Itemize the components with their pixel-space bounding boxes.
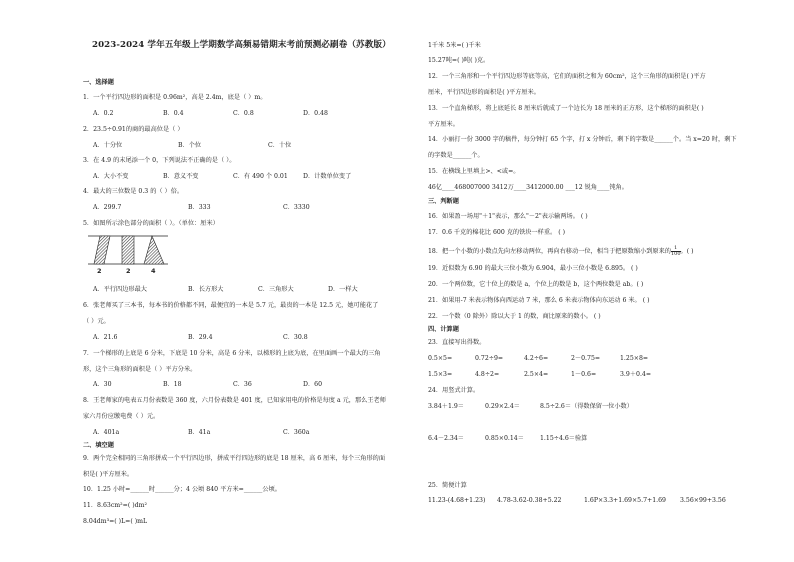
- q8-option-b: B．41a: [188, 429, 211, 436]
- vertical-1-2: 0.29×2.4＝: [485, 403, 520, 410]
- q3-option-d: D．计数单位变了: [303, 173, 352, 180]
- question-7-line1: 7．一个梯形的上底是 6 分米，下底是 10 分米，高是 6 分米，以梯形的上底为底，在里面画一个最大的三角: [83, 350, 381, 357]
- question-12-line2: 厘米，平行四边形的面积是( )平方厘米。: [428, 89, 540, 96]
- q3-option-a: A．大小不变: [93, 173, 129, 180]
- question-16: 16．如果盈一场用"＋1"表示，那么"－2"表示输两场。 ( ): [428, 213, 588, 220]
- q7-option-a: A．30: [93, 381, 112, 388]
- question-19: 19．近似数为 6.90 的最大三位小数为 6.904，最小三位小数是 6.895。 ( ): [428, 265, 638, 272]
- calc-1-2: 0.72÷9=: [475, 355, 504, 362]
- question-18-tail: 。( ): [680, 248, 694, 255]
- q3-option-b: B．意义不变: [163, 173, 199, 180]
- question-13-line2: 平方厘米。: [428, 121, 459, 128]
- question-20: 20．一个两位数，它十位上的数是 a，个位上的数是 b，这个两位数是 ab。( ): [428, 281, 644, 288]
- q1-option-a: A．0.2: [93, 110, 114, 117]
- exam-title: 2023-2024 学年五年级上学期数学高频易错期末考前预测必刷卷（苏教版）: [92, 40, 391, 50]
- question-15: 15．在横线上里填上>、<或=。: [428, 168, 520, 175]
- q4-option-b: B．333: [188, 204, 211, 211]
- question-18: [428, 246, 694, 257]
- question-11: 11．8.63cm²=( )dm²: [83, 502, 147, 509]
- q4-option-c: C．3330: [283, 204, 310, 211]
- fraction-denominator: 100: [671, 251, 681, 257]
- q5-figure: [88, 234, 170, 276]
- q2-option-a: A．十分位: [93, 142, 123, 149]
- shaded-rectangle: [122, 236, 134, 264]
- simplify-2: 4.78-3.62-0.38+5.22: [497, 497, 562, 504]
- question-22: 22．一个数（0 除外）除以大于 1 的数，商比原来的数小。 ( ): [428, 313, 601, 320]
- question-2: 2．23.5÷0.91的商的最高位是（ ）: [83, 126, 184, 133]
- q11-continued-1: 1千米 5米=( )千米: [428, 42, 481, 49]
- question-3: 3．在 4.9 的末尾添一个 0，下列说法不正确的是（ ）。: [83, 157, 236, 164]
- calc-1-3: 4.2÷6=: [524, 355, 549, 362]
- q1-option-b: B．0.4: [163, 110, 184, 117]
- calc-2-2: 4.8÷2=: [475, 371, 500, 378]
- calc-2-5: 3.9＋0.4=: [620, 371, 652, 378]
- question-18-text: 18．把一个小数的小数点先向左移动两位，再向右移动一位，相当于把原数缩小到原来的: [428, 248, 671, 255]
- simplify-4: 3.56×99+3.56: [680, 497, 726, 504]
- q5-option-d: D．一样大: [328, 286, 358, 293]
- question-10: 10．1.25 小时=______时______分；4 公顷 840 平方米=______公顷。: [83, 486, 281, 493]
- q6-option-c: C．30.8: [283, 334, 308, 341]
- calc-2-3: 2.5×4=: [524, 371, 549, 378]
- q6-option-a: A．21.6: [93, 334, 118, 341]
- q3-option-c: C．有 490 个 0.01: [233, 173, 288, 180]
- q7-option-d: D．60: [303, 381, 323, 388]
- question-25: 25．简便计算: [428, 482, 467, 489]
- vertical-2-2: 0.85×0.14＝: [485, 435, 524, 442]
- section-calc-heading: 四、计算题: [428, 326, 459, 333]
- one-hundredth-fraction: [671, 246, 681, 257]
- vertical-2-3: 1.15÷4.6＝验算: [540, 435, 588, 442]
- q1-option-c: C．0.8: [233, 110, 254, 117]
- question-15-items: 46亿____468007000 3412万____3412000.00 ___12 锐角____钝角。: [428, 184, 628, 191]
- q11-continued-2: 15.27吨=( )吨( )克。: [428, 57, 490, 64]
- q8-option-a: A．401a: [93, 429, 120, 436]
- shaded-triangle: [144, 236, 164, 264]
- calc-1-5: 1.25×8=: [620, 355, 649, 362]
- vertical-1-3: 8.5÷2.6＝（得数保留一位小数）: [540, 403, 633, 410]
- question-12-line1: 12．一个三角形和一个平行四边形等底等高，它们的面积之和为 60cm²，这个三角形的面积是( )平方: [428, 73, 706, 80]
- label-rectangle-width: 2: [126, 267, 131, 275]
- q7-option-b: B．18: [163, 381, 182, 388]
- q7-option-c: C．36: [233, 381, 252, 388]
- q6-option-b: B．29.4: [188, 334, 213, 341]
- q1-option-d: D．0.48: [303, 110, 328, 117]
- calc-1-4: 2－0.75=: [571, 355, 601, 362]
- shaded-parallelogram: [94, 236, 110, 264]
- question-5: 5．如图所示涂色部分的面积（ ）。（单位：厘米）: [83, 220, 219, 227]
- question-6-line2: （ ）元。: [83, 318, 110, 325]
- question-17: 17．0.6 千克的棉花比 600 克的铁块一样重。 ( ): [428, 229, 565, 236]
- question-4: 4．最大的三位数是 0.3 的（ ）倍。: [83, 188, 184, 195]
- question-6-line1: 6．张老师买了三本书，每本书的价格都不同，最便宜的一本是 5.7 元，最贵的一本是 12.5 元，她可能花了: [83, 302, 379, 309]
- question-8-line2: 家六月份应缴电费（ ）元。: [83, 413, 160, 420]
- question-8-line1: 8．王老师家的电表五月份表数是 360 度，六月份表数是 401 度，已知家用电的价格是每度 a 元，那么王老师: [83, 397, 386, 404]
- question-14-line2: 的字数是______个。: [428, 152, 484, 159]
- q5-option-c: C．三角形大: [258, 286, 294, 293]
- vertical-1-1: 3.84＋1.9＝: [428, 403, 464, 410]
- question-23: 23．直接写出得数。: [428, 339, 486, 346]
- section-fill-heading: 二、填空题: [83, 442, 114, 449]
- q2-option-c: C．十位: [268, 142, 292, 149]
- calc-2-4: 1－0.6=: [571, 371, 597, 378]
- question-24: 24．用竖式计算。: [428, 387, 480, 394]
- simplify-1: 11.23-(4.68+1.23): [428, 497, 486, 504]
- vertical-2-1: 6.4－2.34＝: [428, 435, 464, 442]
- question-21: 21．如果用-7 米表示物体向西运动 7 米，那么 6 米表示物体向东运动 6 米。 ( ): [428, 297, 650, 304]
- question-13-line1: 13．一个直角梯形，将上底延长 8 厘米后就成了一个边长为 18 厘米的正方形，这个梯形的面积是( ): [428, 105, 704, 112]
- question-1: 1．一个平行四边形的面积是 0.96m²，高是 2.4m，底是（ ）m。: [83, 94, 267, 101]
- section-judge-heading: 三、判断题: [428, 198, 459, 205]
- label-parallelogram-base: 2: [97, 267, 102, 275]
- q5-option-a: A．平行四边形最大: [93, 286, 147, 293]
- question-11-line2: 8.04dm³=( )L=( )mL: [83, 518, 148, 525]
- q8-option-c: C．360a: [283, 429, 310, 436]
- simplify-3: 1.6P×3.3+1.69×5.7+1.69: [584, 497, 666, 504]
- q2-option-b: B．个位: [178, 142, 202, 149]
- label-triangle-base: 4: [151, 267, 156, 275]
- question-14-line1: 14．小丽打一份 3000 字的稿件，每分钟打 65 个字，打 x 分钟后，剩下的字数是______个。当 x=20 时，剩下: [428, 136, 737, 143]
- question-9-line2: 积是( )平方厘米。: [83, 471, 134, 478]
- question-9-line1: 9．两个完全相同的三角形拼成一个平行四边形，拼成平行四边形的底是 18 厘米，高 6 厘米，每个三角形的面: [83, 455, 386, 462]
- calc-2-1: 1.5×3=: [428, 371, 453, 378]
- q4-option-a: A．299.7: [93, 204, 122, 211]
- section-choice-heading: 一、选择题: [83, 79, 114, 86]
- fraction-numerator: 1: [671, 246, 681, 252]
- question-7-line2: 形，这个三角形的面积是（ ）平方分米。: [83, 366, 197, 373]
- q5-option-b: B．长方形大: [188, 286, 224, 293]
- calc-1-1: 0.5×5=: [428, 355, 453, 362]
